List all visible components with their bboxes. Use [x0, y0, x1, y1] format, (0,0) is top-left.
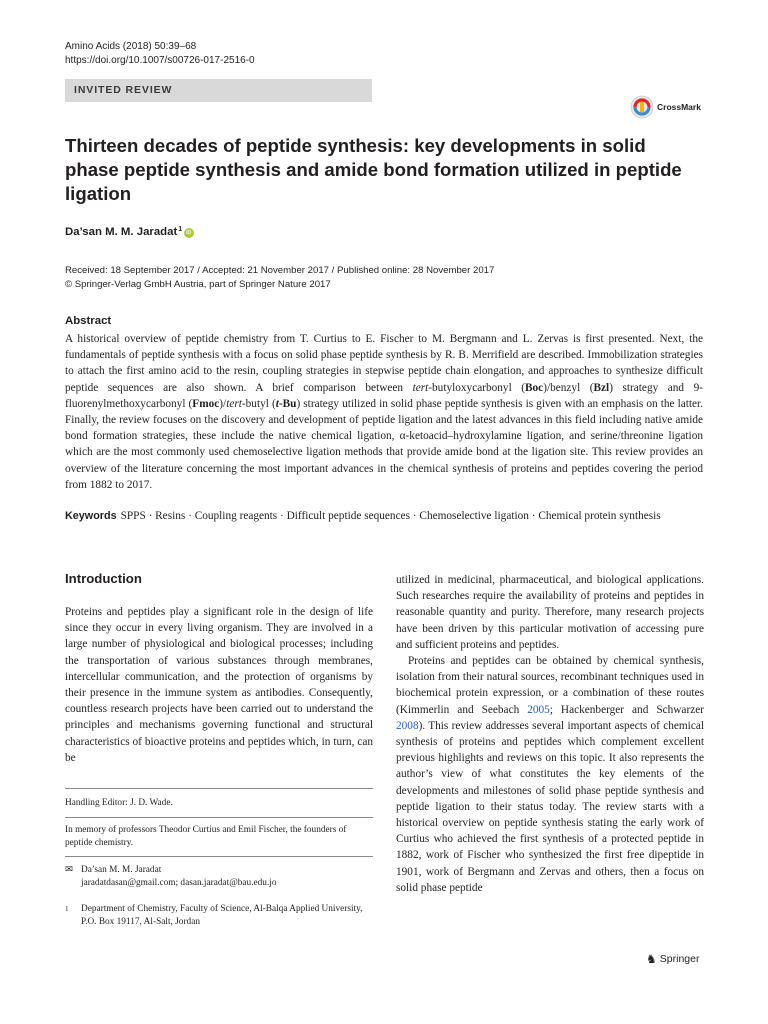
keywords: [65, 508, 703, 524]
handling-editor-note: Handling Editor: J. D. Wade.: [65, 798, 173, 808]
journal-citation: Amino Acids (2018) 50:39–68: [65, 41, 197, 52]
author-name[interactable]: Da’san M. M. Jaradat: [65, 226, 178, 238]
publication-dates: [65, 264, 494, 292]
affiliation-number: 1: [65, 905, 69, 913]
doi-link[interactable]: https://doi.org/10.1007/s00726-017-2516-0: [65, 55, 255, 66]
footnote-divider: [65, 817, 373, 818]
contact-name: Da’san M. M. Jaradat: [81, 865, 162, 875]
author-line: [65, 226, 194, 238]
citation-link[interactable]: 2005: [527, 703, 550, 716]
orcid-icon[interactable]: [184, 228, 194, 238]
abstract-body: A historical overview of peptide chemistry from T. Curtius to E. Fischer to M. Bergmann and L. Zervas is first presented. Next, the fundamentals of peptide synthesis with a focus on solid phase peptide synthesis by R. B. Merrifield are described. Immobilization strategies to attach the first amino acid to the resin, coupling strategies in stepwise peptide chain elongation, and approaches to synthesize difficult peptide sequences are also shown. A brief comparison between tert-butyloxycarbonyl (Boc)/benzyl (Bzl) strategy and 9-fluorenylmethoxycarbonyl (Fmoc)/tert-butyl (t-Bu) strategy utilized in solid phase peptide synthesis is given with an emphasis on the latter. Finally, the review focuses on the discovery and development of peptide ligation and the latest advances in this field including native amide bond formation strategies, these include the native chemical ligation, α-ketoacid–hydroxylamine ligation, and serine/threonine ligation which are the most commonly used chemoselective ligation methods that provide amide bond at the ligation site. This review provides an overview of the literature concerning the most important advances in the chemical synthesis of proteins and peptides covering the period from 1882 to 2017.: [65, 333, 703, 491]
publisher-footer: [646, 952, 699, 966]
footnote-divider: [65, 788, 373, 789]
corresponding-author: [65, 864, 373, 890]
keywords-label: Keywords: [65, 510, 117, 522]
paragraph: utilized in medicinal, pharmaceutical, and biological applications. Such researches require the availability of proteins and peptides in reasonable quantity and purity. Therefore, many research projects have been driven by this particular motivation of accessing pure and sufficient proteins and peptides.: [396, 574, 704, 651]
article-type-banner: INVITED REVIEW: [65, 79, 372, 102]
footnote-divider: [65, 856, 373, 857]
citation-link[interactable]: 2008: [396, 719, 419, 732]
crossmark-badge[interactable]: [630, 94, 706, 120]
journal-reference: [65, 40, 255, 68]
paragraph: Proteins and peptides play a significant role in the design of life since they occur in every living organism. They are involved in a large number of physiological and biological processes; including the transportation of various substances through membranes, intercellular communication, and the protection of organisms by their presence in the immune system as antibodies. Consequently, countless research projects have been carried out to understand the principles and mechanisms governing functional and structural characteristics of bioactive proteins and peptides which, in turn, can be: [65, 606, 373, 764]
abstract-heading: Abstract: [65, 315, 112, 327]
keywords-list: SPPS · Resins · Coupling reagents · Difficult peptide sequences · Chemoselective ligation · Chemical protein synthesis: [120, 510, 661, 522]
article-title: Thirteen decades of peptide synthesis: key developments in solid phase peptide synthesis and amide bond formation utilized in peptide ligation: [65, 135, 682, 204]
paragraph: Proteins and peptides can be obtained by chemical synthesis, isolation from their natural sources, recombinant techniques used in biochemical protein expression, or a combination of these routes (Kimmerlin and Seebach 2005; Hackenberger and Schwarzer 2008). This review addresses several important aspects of chemical synthesis of proteins and peptides which complement excellent previous highlights and reviews on this topic. It also represents the author’s view of what constitutes the key elements of the developments and milestones of solid phase peptide synthesis and peptide ligation to their status today. The review starts with a historical overview on peptide synthesis stating the early work of Curtius who achieved the first synthesis of a protected peptide in 1882, work of Fischer who synthesized the first free dipeptide in 1901, work of Bergmann and Zervas and others, then a focus on solid phase peptide: [396, 655, 704, 894]
publisher-name: Springer: [659, 953, 700, 965]
crossmark-icon: [630, 95, 654, 119]
right-column: [396, 572, 704, 896]
section-heading-introduction: Introduction: [65, 571, 142, 586]
springer-horse-icon: ♞: [646, 952, 657, 966]
crossmark-label: CrossMark: [657, 102, 701, 112]
copyright-line: © Springer-Verlag GmbH Austria, part of Springer Nature 2017: [65, 279, 331, 290]
envelope-icon: ✉: [65, 865, 73, 875]
author-affiliation-mark: 1: [178, 226, 183, 233]
history-dates: Received: 18 September 2017 / Accepted: 21 November 2017 / Published online: 28 November 2017: [65, 265, 495, 276]
affiliation-note: [65, 903, 373, 929]
memorial-note: In memory of professors Theodor Curtius and Emil Fischer, the founders of peptide chemistry.: [65, 825, 347, 848]
contact-email[interactable]: jaradatdasan@gmail.com; dasan.jaradat@bau.edu.jo: [81, 878, 277, 888]
left-column: [65, 604, 373, 766]
affiliation-text: Department of Chemistry, Faculty of Science, Al-Balqa Applied University, P.O. Box 19117, Al-Salt, Jordan: [81, 904, 363, 927]
